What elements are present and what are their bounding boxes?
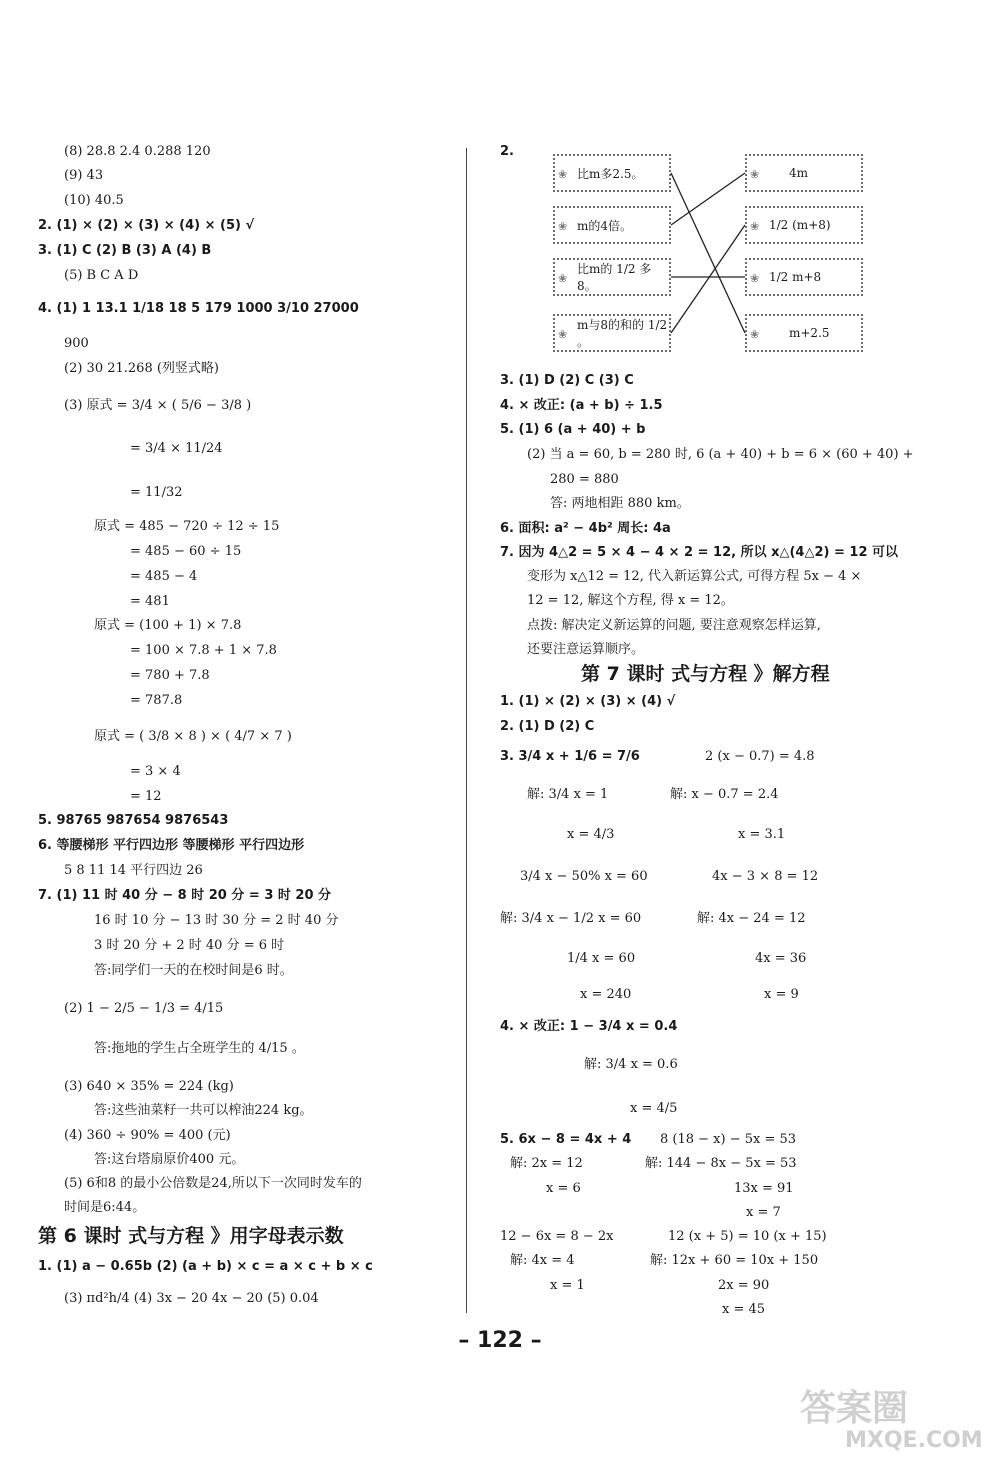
answer-line: 12 (x + 5) = 10 (x + 15) xyxy=(668,1229,827,1244)
answer-line: 解: 3/4 x = 1 xyxy=(527,787,609,802)
box-label: 4m xyxy=(789,166,809,180)
flower-icon: ❀ xyxy=(558,272,568,285)
answer-line: 2x = 90 xyxy=(718,1278,770,1293)
answer-line: 6. 等腰梯形 平行四边形 等腰梯形 平行四边形 xyxy=(38,838,305,853)
answer-line: 解: x − 0.7 = 2.4 xyxy=(670,787,779,802)
answer-line: x = 240 xyxy=(580,987,632,1002)
answer-line: 4. (1) 1 13.1 1/18 18 5 179 1000 3/10 27000 xyxy=(38,301,359,316)
answer-line: (5) 6和8 的最小公倍数是24,所以下一次同时发车的 xyxy=(64,1176,362,1191)
answer-line: 解: 4x = 4 xyxy=(510,1253,575,1268)
answer-line: 1. (1) × (2) × (3) × (4) √ xyxy=(500,694,676,709)
answer-line: 还要注意运算顺序。 xyxy=(527,642,645,657)
match-line xyxy=(671,173,745,333)
answer-line: 点拨: 解决定义新运算的问题, 要注意观察怎样运算, xyxy=(527,618,821,633)
answer-line: 12 − 6x = 8 − 2x xyxy=(500,1229,614,1244)
answer-line: (2) 当 a = 60, b = 280 时, 6 (a + 40) + b = 6 × (60 + 40) + xyxy=(527,447,914,462)
flower-icon: ❀ xyxy=(750,272,760,285)
answer-line: 答:拖地的学生占全班学生的 4/15 。 xyxy=(94,1041,305,1056)
answer-line: (2) 1 − 2/5 − 1/3 = 4/15 xyxy=(64,1001,224,1016)
answer-line: 4. × 改正: (a + b) ÷ 1.5 xyxy=(500,398,663,413)
answer-line: 3 时 20 分 + 2 时 40 分 = 6 时 xyxy=(94,938,285,953)
flower-icon: ❀ xyxy=(558,328,568,341)
answer-line: (9) 43 xyxy=(64,168,104,183)
answer-line: 原式 = (100 + 1) × 7.8 xyxy=(94,618,242,633)
box-label: 1/2 m+8 xyxy=(769,270,822,284)
answer-line: 7. (1) 11 时 40 分 − 8 时 20 分 = 3 时 20 分 xyxy=(38,888,332,903)
answer-line: 8 (18 − x) − 5x = 53 xyxy=(660,1132,797,1147)
answer-line: x = 45 xyxy=(722,1302,766,1317)
answer-line: = 3/4 × 11/24 xyxy=(130,441,223,456)
answer-line: = 12 xyxy=(130,789,162,804)
answer-line: 4x = 36 xyxy=(755,951,807,966)
answer-line: 原式 = ( 3/8 × 8 ) × ( 4/7 × 7 ) xyxy=(94,729,292,744)
answer-line: 答:这台塔扇原价400 元。 xyxy=(94,1152,245,1167)
answer-line: (8) 28.8 2.4 0.288 120 xyxy=(64,144,211,159)
answer-line: = 485 − 60 ÷ 15 xyxy=(130,544,242,559)
answer-line: (3) 原式 = 3/4 × ( 5/6 − 3/8 ) xyxy=(64,398,252,413)
answer-line: 解: 144 − 8x − 5x = 53 xyxy=(645,1156,797,1171)
answer-line: 12 = 12, 解这个方程, 得 x = 12。 xyxy=(527,593,734,608)
answer-line: 解: 2x = 12 xyxy=(510,1156,583,1171)
answer-line: 13x = 91 xyxy=(734,1181,794,1196)
box-label: m与8的和的 1/2 。 xyxy=(577,318,668,349)
answer-line: (4) 360 ÷ 90% = 400 (元) xyxy=(64,1128,231,1143)
answer-line: = 485 − 4 xyxy=(130,569,198,584)
answer-line: (5) B C A D xyxy=(64,268,139,283)
answer-line: = 780 + 7.8 xyxy=(130,668,210,683)
answer-line: 280 = 880 xyxy=(550,472,619,487)
answer-line: x = 9 xyxy=(764,987,799,1002)
answer-line: = 787.8 xyxy=(130,693,183,708)
answer-line: x = 6 xyxy=(546,1181,581,1196)
box-label: m+2.5 xyxy=(789,326,830,340)
answer-line: 4x − 3 × 8 = 12 xyxy=(712,869,819,884)
answer-line: 5 8 11 14 平行四边 26 xyxy=(64,863,203,878)
answer-line: 2. (1) × (2) × (3) × (4) × (5) √ xyxy=(38,218,255,233)
answer-line: (10) 40.5 xyxy=(64,193,124,208)
answer-line: 3. (1) D (2) C (3) C xyxy=(500,373,634,388)
answer-line: 答:这些油菜籽一共可以榨油224 kg。 xyxy=(94,1103,313,1118)
answer-line: x = 7 xyxy=(746,1205,781,1220)
box-label: 比m的 1/2 多8。 xyxy=(577,262,652,293)
flower-icon: ❀ xyxy=(750,220,760,233)
answer-line: 解: 3/4 x = 0.6 xyxy=(584,1057,678,1072)
answer-line: 2 (x − 0.7) = 4.8 xyxy=(705,749,815,764)
answer-line: 时间是6:44。 xyxy=(64,1200,146,1215)
answer-line: = 481 xyxy=(130,594,170,609)
flower-icon: ❀ xyxy=(750,168,760,181)
answer-line: 答: 两地相距 880 km。 xyxy=(550,496,690,511)
answer-line: x = 3.1 xyxy=(738,827,786,842)
answer-line: x = 4/5 xyxy=(630,1101,678,1116)
answer-line: (3) πd²h/4 (4) 3x − 20 4x − 20 (5) 0.04 xyxy=(64,1291,319,1306)
answer-line: (3) 640 × 35% = 224 (kg) xyxy=(64,1079,234,1094)
lesson-7-heading: 第 7 课时 式与方程 》解方程 xyxy=(581,663,830,685)
answer-line: 16 时 10 分 − 13 时 30 分 = 2 时 40 分 xyxy=(94,913,339,928)
answer-line: 2. (1) D (2) C xyxy=(500,719,595,734)
answer-line: 7. 因为 4△2 = 5 × 4 − 4 × 2 = 12, 所以 x△(4△2) = 12 可以 xyxy=(500,545,899,560)
answer-line: x = 4/3 xyxy=(567,827,615,842)
box-label: m的4倍。 xyxy=(577,218,633,233)
answer-line: 解: 12x + 60 = 10x + 150 xyxy=(650,1253,819,1268)
match-line xyxy=(671,173,745,225)
answer-line: 5. (1) 6 (a + 40) + b xyxy=(500,422,646,437)
answer-line: 解: 4x − 24 = 12 xyxy=(697,911,806,926)
flower-icon: ❀ xyxy=(558,220,568,233)
answer-line: 4. × 改正: 1 − 3/4 x = 0.4 xyxy=(500,1019,678,1034)
flower-icon: ❀ xyxy=(558,168,568,181)
answer-line: 5. 6x − 8 = 4x + 4 xyxy=(500,1132,632,1147)
page-number: – 122 – xyxy=(458,1328,542,1353)
match-line xyxy=(671,225,745,333)
answer-line: 5. 98765 987654 9876543 xyxy=(38,813,229,828)
box-label: 1/2 (m+8) xyxy=(769,218,831,232)
flower-icon: ❀ xyxy=(750,328,760,341)
answer-line: (2) 30 21.268 (列竖式略) xyxy=(64,361,219,376)
answer-line: 900 xyxy=(64,336,89,351)
answer-line: = 3 × 4 xyxy=(130,764,181,779)
answer-line: 1/4 x = 60 xyxy=(567,951,636,966)
question-number: 2. xyxy=(500,144,514,159)
answer-line: 1. (1) a − 0.65b (2) (a + b) × c = a × c + b × c xyxy=(38,1259,373,1274)
answer-line: 3/4 x − 50% x = 60 xyxy=(520,869,648,884)
matching-lines xyxy=(0,0,1000,400)
lesson-6-heading: 第 6 课时 式与方程 》用字母表示数 xyxy=(38,1225,344,1247)
answer-line: 3. 3/4 x + 1/6 = 7/6 xyxy=(500,749,640,764)
answer-line: 变形为 x△12 = 12, 代入新运算公式, 可得方程 5x − 4 × xyxy=(527,569,862,584)
answer-line: 解: 3/4 x − 1/2 x = 60 xyxy=(500,911,642,926)
answer-line: 6. 面积: a² − 4b² 周长: 4a xyxy=(500,521,671,536)
answer-line: 答:同学们一天的在校时间是6 时。 xyxy=(94,963,293,978)
answer-line: = 11/32 xyxy=(130,485,183,500)
watermark-logo: 答案圈 xyxy=(800,1388,909,1429)
answer-line: 原式 = 485 − 720 ÷ 12 ÷ 15 xyxy=(94,519,280,534)
watermark-url: MXQE.COM xyxy=(845,1428,983,1453)
answer-line: x = 1 xyxy=(550,1278,585,1293)
answer-line: 3. (1) C (2) B (3) A (4) B xyxy=(38,243,212,258)
box-label: 比m多2.5。 xyxy=(577,166,644,181)
answer-line: = 100 × 7.8 + 1 × 7.8 xyxy=(130,643,277,658)
